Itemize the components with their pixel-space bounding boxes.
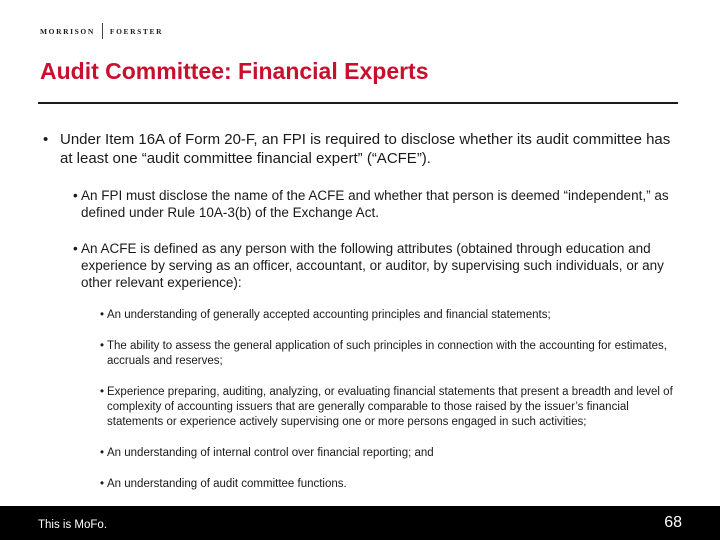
footer-bar — [0, 506, 720, 540]
attribute-text: An understanding of generally accepted accounting principles and financial statements; — [107, 309, 551, 321]
bullet-icon: • — [43, 131, 49, 148]
footer-tagline: This is MoFo. — [38, 519, 108, 531]
bullet-acfe-definition — [73, 240, 680, 291]
attribute-item — [101, 308, 675, 323]
bullet-text: Under Item 16A of Form 20-F, an FPI is required to disclose whether its audit committee has at least one “audit committee financial expert” (“ACFE”). — [60, 131, 671, 167]
slide-body — [40, 130, 680, 492]
bullet-icon: • — [100, 447, 105, 459]
bullet-item-16a — [40, 130, 680, 168]
attribute-text: An understanding of internal control over financial reporting; and — [107, 447, 434, 459]
bullet-text: An ACFE is defined as any person with the following attributes (obtained through education and experience by serving as an officer, accountant, or auditor, by supervising such individuals, or any other relevant experience): — [81, 241, 664, 290]
attribute-text: Experience preparing, auditing, analyzing, or evaluating financial statements that present a breadth and level of complexity of accounting issuers that are generally comparable to those raised by the issuer’s financial statements or experience actively supervising one or more persons engaged in such activities; — [107, 386, 673, 428]
bullet-icon: • — [100, 478, 105, 490]
logo-morrison: MORRISON — [40, 26, 95, 36]
bullet-icon: • — [100, 309, 105, 321]
bullet-icon: • — [100, 340, 105, 352]
bullet-text: An FPI must disclose the name of the ACFE and whether that person is deemed “independent,” as defined under Rule 10A-3(b) of the Exchange Act. — [81, 188, 669, 220]
attribute-text: The ability to assess the general application of such principles in connection with the accounting for estimates, accruals and reserves; — [107, 340, 667, 367]
bullet-icon: • — [73, 188, 78, 203]
title-divider — [38, 102, 678, 104]
attribute-item — [101, 339, 675, 369]
logo-foerster: FOERSTER — [109, 26, 164, 36]
bullet-acfe-disclosure — [73, 187, 680, 221]
attribute-item — [101, 385, 675, 430]
page-number: 68 — [664, 514, 682, 531]
logo-divider — [102, 23, 103, 39]
attribute-item — [101, 446, 675, 461]
firm-logo — [40, 22, 163, 40]
attribute-item — [101, 477, 675, 492]
slide-title: Audit Committee: Financial Experts — [40, 58, 429, 84]
attribute-text: An understanding of audit committee functions. — [107, 478, 347, 490]
bullet-icon: • — [100, 386, 105, 398]
bullet-icon: • — [73, 241, 78, 256]
